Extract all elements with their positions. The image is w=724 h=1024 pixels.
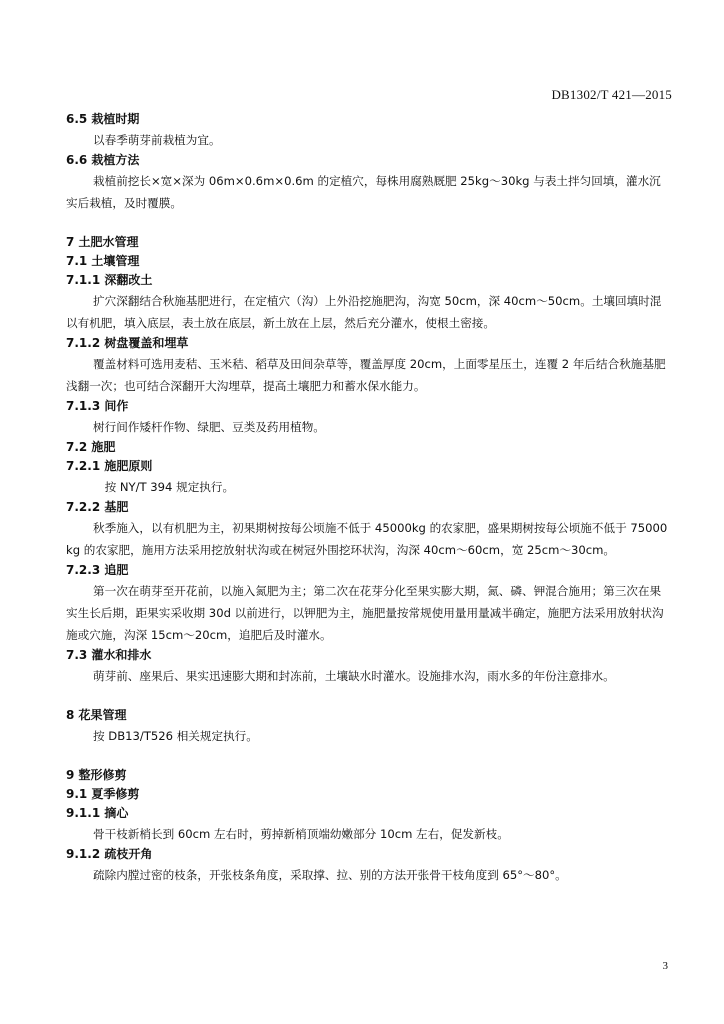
heading-9: 9 整形修剪: [66, 768, 127, 782]
paragraph: 疏除内膛过密的枝条，开张枝条角度，采取撑、拉、别的方法开张骨干枝角度到 65°～80°。: [93, 868, 567, 882]
heading-9-1-1: 9.1.1 摘心: [66, 806, 129, 820]
paragraph: 以春季萌芽前栽植为宜。: [93, 133, 221, 147]
paragraph: 萌芽前、座果后、果实迅速膨大期和封冻前，土壤缺水时灌水。设施排水沟，雨水多的年份注意排水。: [93, 669, 615, 683]
heading-7-2-2: 7.2.2 基肥: [66, 500, 129, 514]
heading-6-6: 6.6 栽植方法: [66, 153, 140, 167]
paragraph: 第一次在萌芽至开花前，以施入氮肥为主；第二次在花芽分化至果实膨大期，氮、磷、钾混合施用；第三次在果实生长后期，距果实采收期 30d 以前进行，以钾肥为主，施肥量按常规使用量用量减半确定，施肥方法采用放射状沟施或穴施，沟深 15cm～20cm，追肥后及时灌水。: [66, 584, 664, 642]
heading-7-1-3: 7.1.3 间作: [66, 399, 129, 413]
paragraph: 覆盖材料可选用麦秸、玉米秸、稻草及田间杂草等，覆盖厚度 20cm，上面零星压土，连覆 2 年后结合秋施基肥浅翻一次；也可结合深翻开大沟埋草，提高土壤肥力和蓄水保水能力。: [66, 357, 666, 393]
paragraph: 按 NY/T 394 规定执行。: [93, 480, 235, 494]
paragraph: 骨干枝新梢长到 60cm 左右时，剪掉新梢顶端幼嫩部分 10cm 左右，促发新枝。: [93, 827, 509, 841]
document-code: DB1302/T 421—2015: [551, 87, 672, 102]
paragraph: 秋季施入，以有机肥为主，初果期树按每公顷施不低于 45000kg 的农家肥，盛果期树按每公顷施不低于 75000kg 的农家肥，施用方法采用挖放射状沟或在树冠外围挖环状沟，沟深 40cm～60cm，宽 25cm～30cm。: [66, 521, 668, 557]
heading-7-3: 7.3 灌水和排水: [66, 648, 152, 662]
heading-7-2: 7.2 施肥: [66, 440, 116, 454]
heading-9-1-2: 9.1.2 疏枝开角: [66, 847, 153, 861]
document-body: [66, 110, 672, 886]
heading-7: 7 土肥水管理: [66, 235, 139, 249]
heading-7-2-3: 7.2.3 追肥: [66, 563, 129, 577]
paragraph: 按 DB13/T526 相关规定执行。: [93, 729, 258, 743]
heading-9-1: 9.1 夏季修剪: [66, 787, 140, 801]
heading-7-1: 7.1 土壤管理: [66, 254, 140, 268]
paragraph: 栽植前挖长×宽×深为 06m×0.6m×0.6m 的定植穴，每株用腐熟厩肥 25kg～30kg 与表土拌匀回填，灌水沉实后栽植，及时覆膜。: [66, 174, 661, 210]
heading-7-2-1: 7.2.1 施肥原则: [66, 459, 153, 473]
section-gap: [66, 214, 672, 233]
heading-7-1-1: 7.1.1 深翻改土: [66, 273, 153, 287]
paragraph: 树行间作矮杆作物、绿肥、豆类及药用植物。: [93, 420, 325, 434]
section-gap: [66, 687, 672, 706]
paragraph: 扩穴深翻结合秋施基肥进行，在定植穴（沟）上外沿挖施肥沟，沟宽 50cm，深 40cm～50cm。土壤回填时混以有机肥，填入底层，表土放在底层，新土放在上层，然后充分灌水，使根土密接。: [66, 294, 662, 330]
heading-7-1-2: 7.1.2 树盘覆盖和埋草: [66, 336, 189, 350]
heading-8: 8 花果管理: [66, 708, 127, 722]
section-gap: [66, 747, 672, 766]
heading-6-5: 6.5 栽植时期: [66, 112, 140, 126]
page-number: 3: [662, 960, 668, 972]
